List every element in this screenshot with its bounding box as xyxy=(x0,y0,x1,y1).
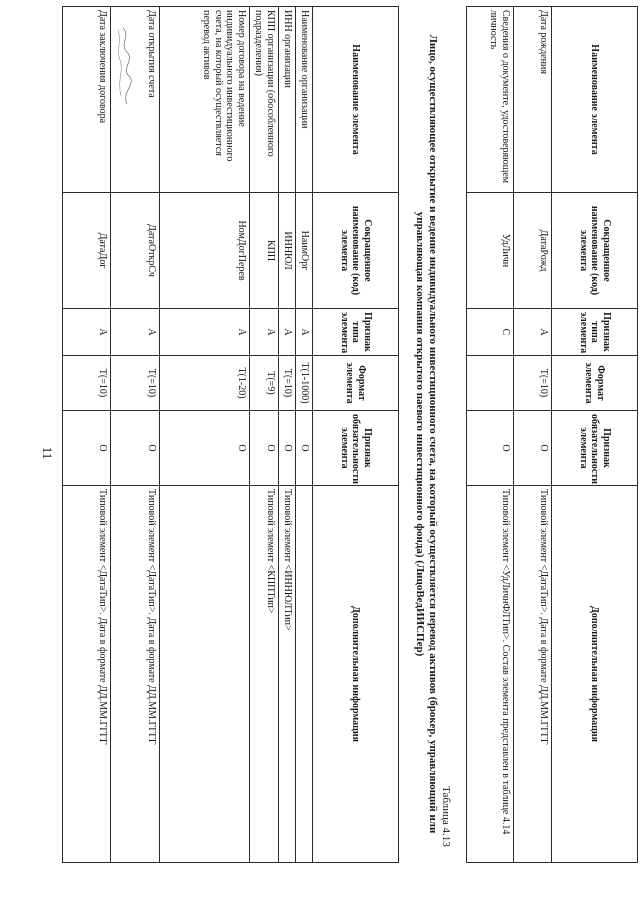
col-header-format: Формат элемента xyxy=(552,356,638,411)
cell-format: T(1-20) xyxy=(160,356,250,411)
cell-code: НомДогПерев xyxy=(160,193,250,309)
cell-type: A xyxy=(279,309,296,356)
cell-name: Дата открытия счета xyxy=(111,7,160,193)
cell-code: УдЛичн xyxy=(467,193,514,309)
cell-req: O xyxy=(250,411,279,486)
cell-code: ДатаДог xyxy=(63,193,111,309)
col-header-req: Признак обязательности элемента xyxy=(313,411,399,486)
cell-code: ДатаРожд xyxy=(514,193,552,309)
cell-info: Типовой элемент <УдЛичнФЛТип>. Состав элемента представлен в таблице 4.14 xyxy=(467,486,514,863)
col-header-info: Дополнительная информация xyxy=(313,486,399,863)
cell-name: Номер договора на ведение индивидуального инвестиционного счета, на который осуществляется перевод активов xyxy=(160,7,250,193)
cell-info xyxy=(296,486,313,863)
cell-code: КПП xyxy=(250,193,279,309)
cell-req: O xyxy=(296,411,313,486)
col-header-name: Наименование элемента xyxy=(313,7,399,193)
main-table xyxy=(62,6,399,863)
col-header-type: Признак типа элемента xyxy=(552,309,638,356)
registration-stamp xyxy=(113,26,135,106)
cell-info: Типовой элемент <ДатаТип>. Дата в формате ДД.ММ.ГГГГ xyxy=(111,486,160,863)
table-row xyxy=(250,7,279,863)
cell-req: O xyxy=(467,411,514,486)
cell-req: O xyxy=(160,411,250,486)
cell-code: НаимОрг xyxy=(296,193,313,309)
cell-name: Сведения о документе, удостоверяющем личность xyxy=(467,7,514,193)
table-row xyxy=(160,7,250,863)
cell-type: A xyxy=(514,309,552,356)
stamp-scribble-icon xyxy=(115,26,135,106)
cell-req: O xyxy=(111,411,160,486)
page-number: 11 xyxy=(40,446,55,460)
table-row xyxy=(63,7,111,863)
cell-type: A xyxy=(296,309,313,356)
cell-name: Дата рождения xyxy=(514,7,552,193)
table-number: Таблица 4.13 xyxy=(440,786,452,847)
document-body xyxy=(78,6,638,881)
cell-format: T(=10) xyxy=(514,356,552,411)
col-header-short: Сокращенное наименование (код) элемента xyxy=(552,193,638,309)
cell-name: Наименование организации xyxy=(296,7,313,193)
cell-info: Типовой элемент <ДатаТип>. Дата в формате ДД.ММ.ГГГГ xyxy=(63,486,111,863)
col-header-type: Признак типа элемента xyxy=(313,309,399,356)
table-row xyxy=(514,7,552,863)
table-row xyxy=(296,7,313,863)
cell-info: Типовой элемент <ИННЮЛТип> xyxy=(279,486,296,863)
table-caption: Лицо, осуществляющее открытие и ведение индивидуального инвестиционного счета, на который осуществляется перевод активов (брокер, управляющий или управляющая компания открытого паевого инвестиционного фонда) (ЛицоВедИИСПер) xyxy=(414,34,439,834)
cell-req: O xyxy=(63,411,111,486)
cell-format: T(=9) xyxy=(250,356,279,411)
cell-format: T(=10) xyxy=(111,356,160,411)
table-header-row xyxy=(552,7,638,863)
cell-code: ИННЮЛ xyxy=(279,193,296,309)
cell-type: С xyxy=(467,309,514,356)
top-table xyxy=(466,6,638,863)
cell-type: A xyxy=(160,309,250,356)
cell-code: ДатаОткрСч xyxy=(111,193,160,309)
cell-type: A xyxy=(63,309,111,356)
col-header-req: Признак обязательности элемента xyxy=(552,411,638,486)
cell-info xyxy=(160,486,250,863)
table-row xyxy=(111,7,160,863)
cell-format xyxy=(467,356,514,411)
col-header-info: Дополнительная информация xyxy=(552,486,638,863)
cell-format: T(=10) xyxy=(63,356,111,411)
table-row xyxy=(279,7,296,863)
cell-name: Дата заключения договора xyxy=(63,7,111,193)
col-header-name: Наименование элемента xyxy=(552,7,638,193)
cell-name: ИНН организации xyxy=(279,7,296,193)
cell-format: T(1-1000) xyxy=(296,356,313,411)
cell-format: T(=10) xyxy=(279,356,296,411)
col-header-short: Сокращенное наименование (код) элемента xyxy=(313,193,399,309)
cell-info: Типовой элемент <КППТип> xyxy=(250,486,279,863)
cell-req: O xyxy=(279,411,296,486)
table-header-row xyxy=(313,7,399,863)
cell-type: A xyxy=(111,309,160,356)
table-row xyxy=(467,7,514,863)
cell-req: O xyxy=(514,411,552,486)
cell-info: Типовой элемент <ДатаТип>. Дата в формате ДД.ММ.ГГГГ xyxy=(514,486,552,863)
col-header-format: Формат элемента xyxy=(313,356,399,411)
cell-type: A xyxy=(250,309,279,356)
cell-name: КПП организации (обособленного подразделения) xyxy=(250,7,279,193)
